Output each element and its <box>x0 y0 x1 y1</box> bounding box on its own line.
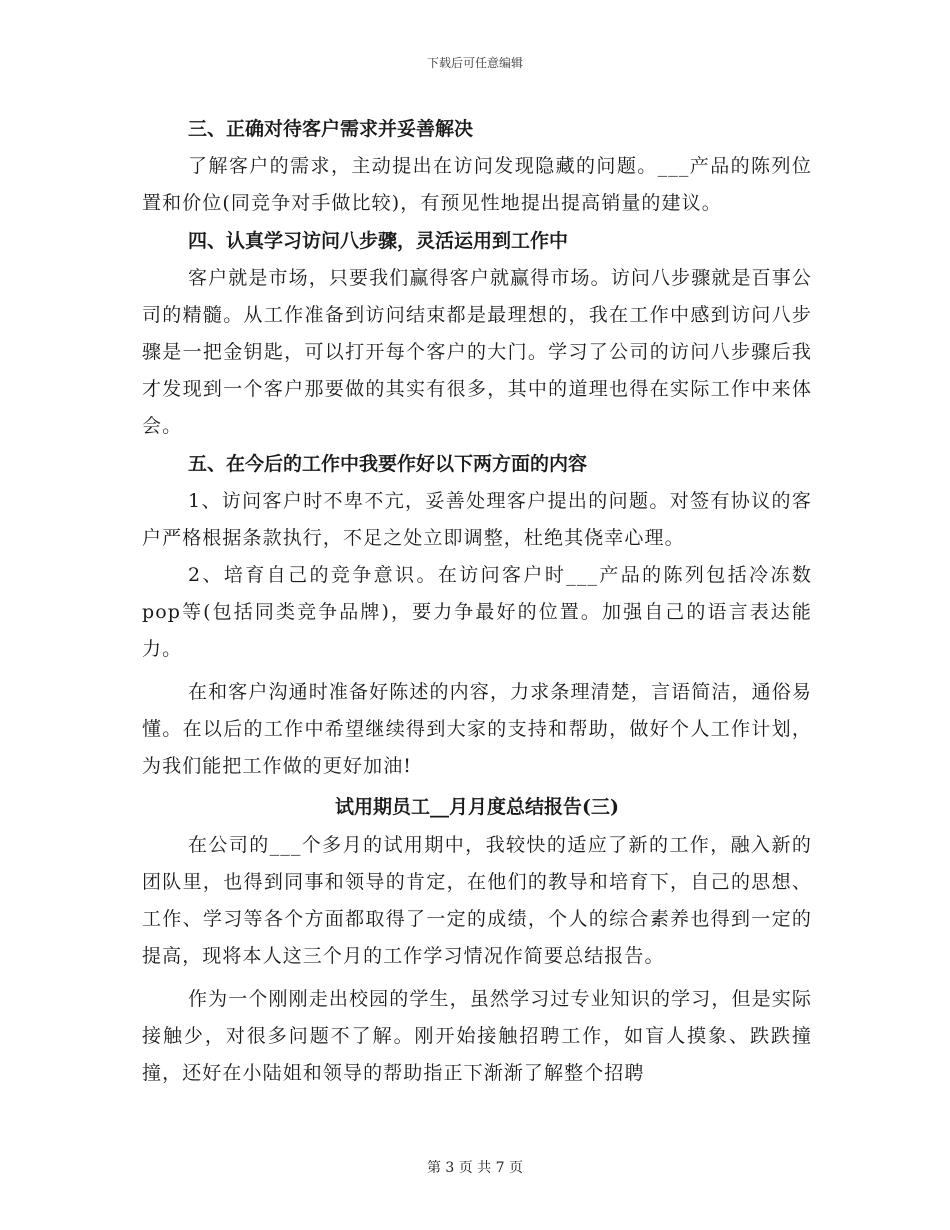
section-4-paragraph: 客户就是市场，只要我们赢得客户就赢得市场。访问八步骤就是百事公司的精髓。从工作准备到访问结束都是最理想的，我在工作中感到访问八步骤是一把金钥匙，可以打开每个客户的大门。学习了公司的访问八步骤后我才发现到一个客户那要做的其实有很多，其中的道理也得在实际工作中来体会。 <box>142 267 812 437</box>
header-note: 下载后可任意编辑 <box>426 56 523 70</box>
section-4-heading: 四、认真学习访问八步骤，灵活运用到工作中 <box>188 230 569 252</box>
section-5-heading: 五、在今后的工作中我要作好以下两方面的内容 <box>188 453 588 475</box>
report-3-title: 试用期员工__月月度总结报告(三) <box>335 796 619 818</box>
page-footer: 第 3 页 共 7 页 <box>426 1160 524 1176</box>
section-5-item-2: 2、培育自己的竞争意识。在访问客户时___产品的陈列包括冷冻数pop等(包括同类竞争品牌)，要力争最好的位置。加强自己的语言表达能力。 <box>142 564 812 660</box>
section-5-closing-paragraph: 在和客户沟通时准备好陈述的内容，力求条理清楚，言语简洁，通俗易懂。在以后的工作中希望继续得到大家的支持和帮助，做好个人工作计划，为我们能把工作做的更好加油! <box>142 681 812 777</box>
document-body <box>142 110 812 1092</box>
report-3-paragraph-2: 作为一个刚刚走出校园的学生，虽然学习过专业知识的学习，但是实际接触少，对很多问题不了解。刚开始接触招聘工作，如盲人摸象、跌跌撞撞，还好在小陆姐和领导的帮助指正下渐渐了解整个招聘 <box>142 988 812 1084</box>
section-3-paragraph: 了解客户的需求，主动提出在访问发现隐藏的问题。___产品的陈列位置和价位(同竞争对手做比较)，有预见性地提出提高销量的建议。 <box>142 155 812 214</box>
section-3-heading: 三、正确对待客户需求并妥善解决 <box>188 118 474 140</box>
report-3-paragraph-1: 在公司的___个多月的试用期中，我较快的适应了新的工作，融入新的团队里，也得到同事和领导的肯定，在他们的教导和培育下，自己的思想、工作、学习等各个方面都取得了一定的成绩，个人的综合素养也得到一定的提高，现将本人这三个月的工作学习情况作简要总结报告。 <box>142 834 812 967</box>
section-5-item-1: 1、访问客户时不卑不亢，妥善处理客户提出的问题。对签有协议的客户严格根据条款执行，不足之处立即调整，杜绝其侥幸心理。 <box>142 490 812 549</box>
